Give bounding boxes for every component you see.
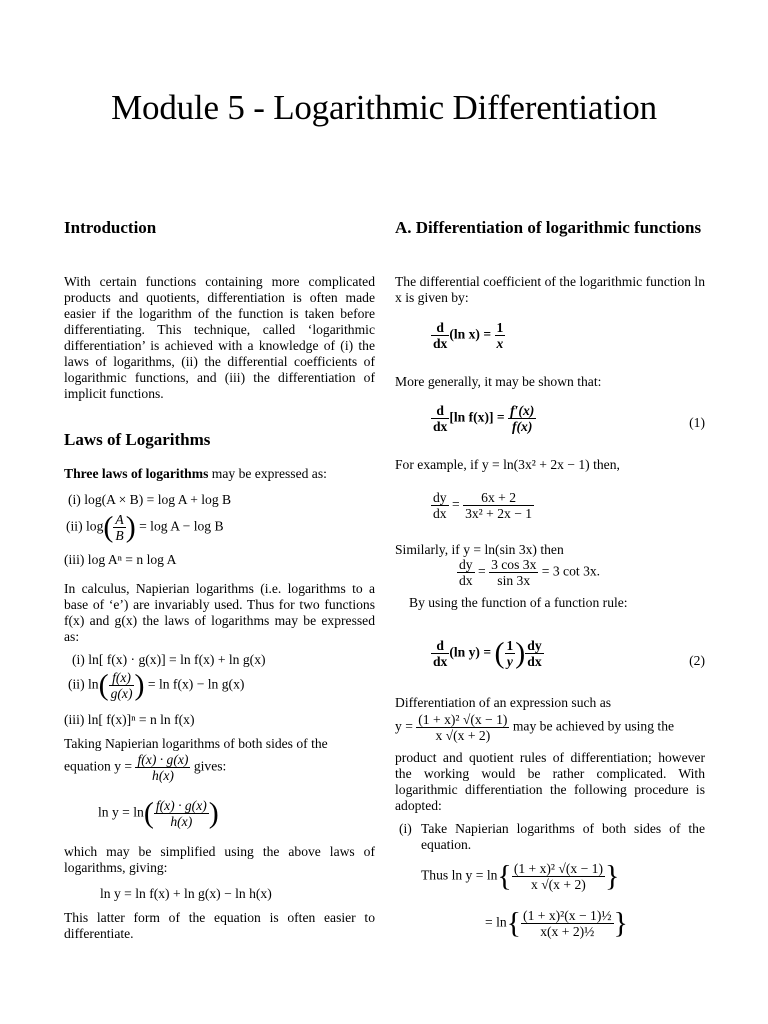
equation-numerator: f(x) · g(x) xyxy=(137,752,189,767)
ex2-lnum: dy xyxy=(459,557,473,572)
lny-numerator: f(x) · g(x) xyxy=(155,798,207,813)
law-1 xyxy=(68,492,231,508)
similarly-line: Similarly, if y = ln(sin 3x) then xyxy=(395,542,564,557)
last-num: (1 + x)²(x − 1)½ xyxy=(523,908,612,923)
law-2-post: = log A − log B xyxy=(139,518,224,534)
napierian-law-3-formula: ln[ f(x)]ⁿ = n ln f(x) xyxy=(87,712,195,727)
last-fraction xyxy=(521,908,614,939)
three-laws-bold: Three laws of logarithms xyxy=(64,466,209,481)
lny-equation: ln y = ln( $\frac{f(x) \cdot g(x)}{h(x)}$ ) xyxy=(98,796,219,830)
eq0-den: dx xyxy=(433,336,448,351)
ex2-rnum: 3 cos 3x xyxy=(491,557,537,572)
thus-den: x √(x + 2) xyxy=(531,877,586,892)
eq2-rden: dx xyxy=(527,654,542,669)
derivative-ln-x-result xyxy=(495,320,506,351)
napierian-law-2-label: (ii) xyxy=(68,676,85,692)
law-1-label: (i) xyxy=(68,492,81,507)
latter-paragraph: This latter form of the equation is often easier to differentiate. xyxy=(64,910,375,941)
napierian-law-3 xyxy=(64,712,195,728)
eq1-rnum: f′(x) xyxy=(510,403,535,418)
lny-fraction xyxy=(154,798,209,829)
last-pre: = ln xyxy=(485,914,507,930)
equation-2: $\frac{d}{dx}$ (ln y) = ( $\frac{1}{y}$ ) $\frac{dy}{dx}$ xyxy=(433,636,542,670)
law-2: (ii) log( $\frac{A}{B}$ ) = log A − log B xyxy=(66,510,224,544)
ex1-left xyxy=(431,490,449,521)
calculus-paragraph: In calculus, Napierian logarithms (i.e. logarithms to a base of ‘e’) are invariably used. Thus for two functions f(x) and g(x) the laws of logarithms may be expressed as: xyxy=(64,581,375,644)
eq2-inner xyxy=(505,638,516,669)
eq1-result xyxy=(508,403,536,434)
example-2 xyxy=(457,557,600,588)
expression-line xyxy=(395,712,674,743)
ex2-left xyxy=(457,557,475,588)
napierian-law-2-denominator: g(x) xyxy=(110,686,133,701)
expr-num: (1 + x)² √(x − 1) xyxy=(418,712,508,727)
thus-equation: Thus ln y = ln{ $\frac{\text{(1 + x)² √(x − 1)}}{x √(x + 2)}$ } xyxy=(421,859,620,893)
law-3 xyxy=(64,552,176,568)
lny-simplified: ln y = ln f(x) + ln g(x) − ln h(x) xyxy=(100,886,272,901)
napierian-law-1-formula: ln[ f(x) · g(x)] = ln f(x) + ln g(x) xyxy=(88,652,266,667)
eq2-num: d xyxy=(431,638,449,654)
napierian-law-2-post: = ln f(x) − ln g(x) xyxy=(147,676,245,692)
ex1-rnum: 6x + 2 xyxy=(463,490,534,506)
law-2-denominator: B xyxy=(115,528,124,543)
law-2-label: (ii) xyxy=(66,518,83,534)
last-den: x(x + 2)½ xyxy=(540,924,595,939)
ex2-right xyxy=(489,557,538,588)
equation-denominator: h(x) xyxy=(152,768,174,783)
thus-pre: Thus ln y = ln xyxy=(421,867,498,883)
coefficient-paragraph: The differential coefficient of the logarithmic function ln x is given by: xyxy=(395,274,705,305)
eq2-den: dx xyxy=(433,654,448,669)
section-a-heading: A. Differentiation of logarithmic functions xyxy=(395,218,702,237)
equation-fraction xyxy=(135,752,190,783)
ex2-post: = 3 cot 3x. xyxy=(541,563,601,579)
eq2-inum: 1 xyxy=(506,638,514,653)
ex1-lden: dx xyxy=(433,506,447,521)
eq2-mid: (ln y) = xyxy=(449,644,492,660)
simplified-paragraph: which may be simplified using the above laws of logarithms, giving: xyxy=(64,844,375,875)
last-equation: = ln{ $\frac{\text{(1 + x)²(x − 1)½}}{\text{x(x + 2)½}}$ } xyxy=(485,906,628,940)
expr-den: x √(x + 2) xyxy=(435,728,491,743)
ex1-lnum: dy xyxy=(433,490,447,505)
expr-fraction xyxy=(416,712,509,743)
napierian-law-2-pre: ln xyxy=(88,676,99,692)
napierian-law-2-numerator: f(x) xyxy=(109,670,135,686)
right-column xyxy=(395,218,705,940)
expr-post: may be achieved by using the xyxy=(512,718,675,734)
equation-1 xyxy=(431,403,536,434)
expr-pre: y = xyxy=(395,718,413,734)
taking-logs-line: Taking Napierian logarithms of both sides of the xyxy=(64,736,328,751)
eq1-rden: f(x) xyxy=(511,419,533,434)
three-laws-line xyxy=(64,466,375,482)
example-1 xyxy=(431,490,534,521)
generally-line: More generally, it may be shown that: xyxy=(395,374,602,389)
napierian-law-2-fraction xyxy=(109,670,135,701)
introduction-paragraph: With certain functions containing more complicated products and quotients, differentiation is often made easier if the logarithm of the function is taken before differentiating. This technique, called ‘logarithmic differentiation’ is achieved with a knowledge of (i) the laws of logarithms, (ii) the differential coefficients of logarithmic functions, and (iii) the differentiation of implicit functions. xyxy=(64,274,375,401)
equation-2-tag: (2) xyxy=(689,653,705,668)
eq0-mid: (ln x) = xyxy=(449,326,492,342)
law-1-formula: log(A × B) = log A + log B xyxy=(84,492,232,507)
thus-num: (1 + x)² √(x − 1) xyxy=(513,861,603,876)
eq1-mid: [ln f(x)] = xyxy=(449,409,505,425)
law-2-pre: log xyxy=(86,518,104,534)
napierian-law-2: (ii) ln( $\frac{f(x)}{g(x)}$ ) = ln f(x) − ln g(x) xyxy=(68,668,245,702)
thus-fraction xyxy=(512,861,605,892)
eq2-result xyxy=(525,638,543,669)
ex1-right xyxy=(463,490,534,521)
napierian-law-3-label: (iii) xyxy=(64,712,85,727)
left-column xyxy=(64,218,375,941)
eq0-num: d xyxy=(431,320,449,336)
product-paragraph: product and quotient rules of differentiation; however the working would be rather complicated. With logarithmic differentiation the following procedure is adopted: xyxy=(395,750,705,813)
lny-denominator: h(x) xyxy=(170,814,193,829)
derivative-ln-x-operator xyxy=(431,320,449,351)
equation-post: gives: xyxy=(193,758,227,774)
ex1-eq: = xyxy=(452,496,460,512)
chain-rule-line: By using the function of a function rule: xyxy=(409,595,628,610)
lny-pre: ln y = ln xyxy=(98,804,144,820)
eq2-rnum: dy xyxy=(527,638,542,653)
ex2-lden: dx xyxy=(459,573,473,588)
example-line: For example, if y = ln(3x² + 2x − 1) then, xyxy=(395,457,620,472)
eq0-rden: x xyxy=(496,336,504,351)
equation-1-tag: (1) xyxy=(689,415,705,430)
eq1-num: d xyxy=(431,403,449,419)
step-1-text: Take Napierian logarithms of both sides of the equation. xyxy=(421,821,705,852)
law-3-label: (iii) xyxy=(64,552,85,567)
eq0-rnum: 1 xyxy=(496,320,504,335)
step-1-label: (i) xyxy=(399,821,412,836)
ex2-rden: sin 3x xyxy=(497,573,531,588)
differentiation-line: Differentiation of an expression such as xyxy=(395,695,612,710)
law-3-formula: log Aⁿ = n log A xyxy=(87,552,177,567)
ex2-eq: = xyxy=(478,563,486,579)
law-2-numerator: A xyxy=(115,512,124,527)
three-laws-rest: may be expressed as: xyxy=(208,466,327,481)
equation-line xyxy=(64,752,226,783)
eq1-den: dx xyxy=(433,419,448,434)
law-2-fraction xyxy=(113,512,125,543)
napierian-law-1 xyxy=(72,652,266,668)
napierian-law-1-label: (i) xyxy=(72,652,85,667)
eq2-operator xyxy=(431,638,449,669)
equation-pre: equation y = xyxy=(64,758,133,774)
ex1-rden: 3x² + 2x − 1 xyxy=(465,506,533,521)
page-title: Module 5 - Logarithmic Differentiation xyxy=(111,88,657,127)
introduction-heading: Introduction xyxy=(64,218,157,237)
derivative-ln-x xyxy=(431,320,505,351)
laws-heading: Laws of Logarithms xyxy=(64,430,211,449)
eq2-iden: y xyxy=(506,654,513,669)
eq1-operator xyxy=(431,403,449,434)
